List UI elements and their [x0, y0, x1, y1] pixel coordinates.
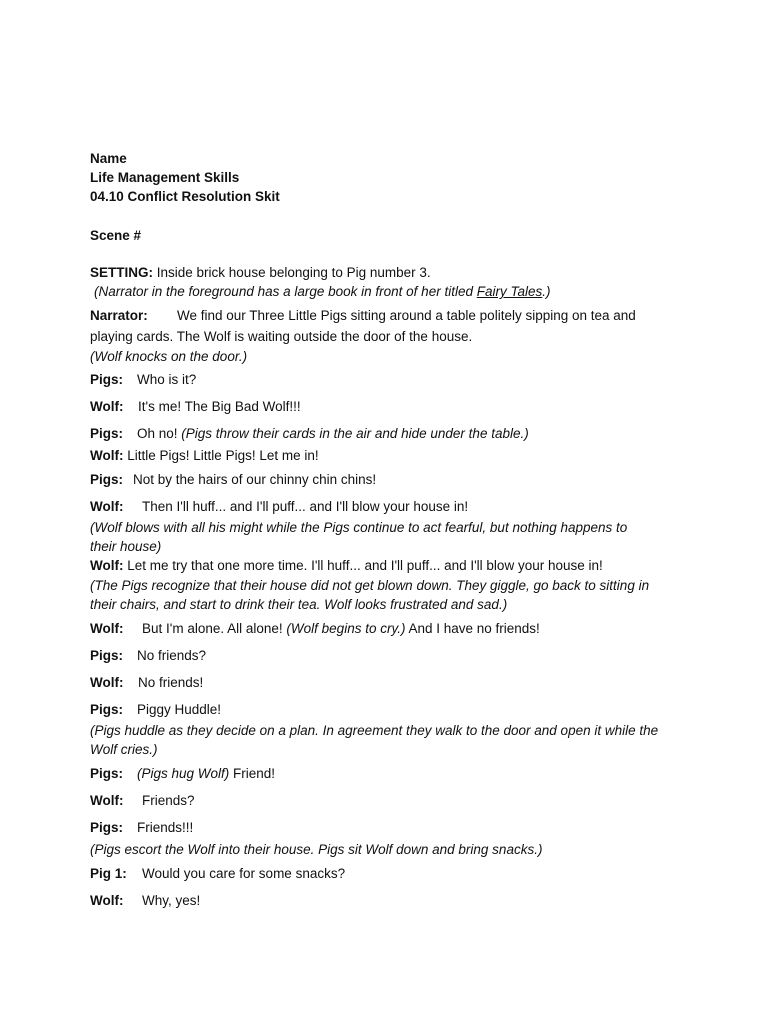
setting-line: [90, 264, 431, 282]
stage-direction-recognize-1: (The Pigs recognize that their house did not get blown down. They giggle, go back to sitting in: [90, 578, 650, 593]
narrator-text-2: playing cards. The Wolf is waiting outside the door of the house.: [90, 329, 473, 344]
dialogue-text: Piggy Huddle!: [137, 702, 222, 717]
speaker-label: Pigs:: [90, 820, 124, 835]
dialogue-line: [90, 792, 195, 810]
narrator-line: [90, 307, 636, 325]
speaker-label: Pig 1:: [90, 866, 127, 881]
book-title: Fairy Tales: [476, 284, 543, 299]
dialogue-text: No friends!: [138, 675, 204, 690]
stage-direction: (Pigs throw their cards in the air and hide under the table.): [181, 426, 529, 441]
assignment-title: 04.10 Conflict Resolution Skit: [90, 189, 280, 204]
scene-label: Scene #: [90, 228, 142, 243]
dialogue-line: [90, 620, 540, 638]
dialogue-line: [90, 647, 206, 665]
dialogue-text: Why, yes!: [142, 893, 201, 908]
student-name-label: Name: [90, 151, 127, 166]
speaker-label: Wolf:: [90, 675, 124, 690]
setting-note: [94, 283, 551, 301]
dialogue-line: [90, 371, 196, 389]
speaker-label: Wolf:: [90, 448, 124, 463]
speaker-label: Pigs:: [90, 372, 124, 387]
dialogue-text: No friends?: [137, 648, 207, 663]
stage-direction: (Pigs hug Wolf): [137, 766, 230, 781]
setting-note-pre: (Narrator in the foreground has a large book in front of her titled: [94, 284, 477, 299]
dialogue-line: [90, 557, 603, 575]
dialogue-text: But I'm alone. All alone!: [142, 621, 287, 636]
speaker-label: Pigs:: [90, 426, 124, 441]
dialogue-line: [90, 701, 221, 719]
dialogue-text: Who is it?: [137, 372, 197, 387]
speaker-label: Wolf:: [90, 893, 124, 908]
dialogue-line: [90, 398, 301, 416]
stage-direction-huddle-1: (Pigs huddle as they decide on a plan. In agreement they walk to the door and open it while the: [90, 723, 659, 738]
setting-note-post: .): [542, 284, 551, 299]
dialogue-text: Then I'll huff... and I'll puff... and I'll blow your house in!: [142, 499, 469, 514]
speaker-label: Pigs:: [90, 702, 124, 717]
narrator-label: Narrator:: [90, 308, 148, 323]
narrator-text-1: We find our Three Little Pigs sitting around a table politely sipping on tea and: [177, 308, 636, 323]
dialogue-text: Would you care for some snacks?: [142, 866, 346, 881]
setting-label: SETTING:: [90, 265, 153, 280]
speaker-label: Pigs:: [90, 766, 124, 781]
stage-direction-recognize-2: their chairs, and start to drink their tea. Wolf looks frustrated and sad.): [90, 597, 508, 612]
speaker-label: Wolf:: [90, 558, 124, 573]
speaker-label: Pigs:: [90, 648, 124, 663]
stage-direction-knock: (Wolf knocks on the door.): [90, 349, 248, 364]
dialogue-line: [90, 674, 203, 692]
speaker-label: Wolf:: [90, 499, 124, 514]
dialogue-line: [90, 892, 200, 910]
dialogue-line: [90, 765, 275, 783]
setting-text: Inside brick house belonging to Pig number 3.: [156, 265, 431, 280]
dialogue-text: Friends?: [142, 793, 195, 808]
dialogue-text: Friend!: [229, 766, 276, 781]
dialogue-line: [90, 819, 193, 837]
stage-direction-blow-2: their house): [90, 539, 162, 554]
speaker-label: Wolf:: [90, 621, 124, 636]
stage-direction: (Wolf begins to cry.): [286, 621, 406, 636]
stage-direction-blow-1: (Wolf blows with all his might while the Pigs continue to act fearful, but nothing happens to: [90, 520, 628, 535]
dialogue-text: Let me try that one more time. I'll huff... and I'll puff... and I'll blow your house in!: [127, 558, 603, 573]
course-title: Life Management Skills: [90, 170, 240, 185]
dialogue-text: Friends!!!: [137, 820, 194, 835]
dialogue-line: [90, 498, 468, 516]
speaker-label: Pigs:: [90, 472, 124, 487]
speaker-label: Wolf:: [90, 399, 124, 414]
stage-direction-huddle-2: Wolf cries.): [90, 742, 158, 757]
speaker-label: Wolf:: [90, 793, 124, 808]
dialogue-line: [90, 447, 319, 465]
dialogue-text: And I have no friends!: [405, 621, 540, 636]
dialogue-text: Oh no!: [137, 426, 182, 441]
dialogue-text: It's me! The Big Bad Wolf!!!: [138, 399, 301, 414]
dialogue-line: [90, 425, 529, 443]
dialogue-line: [90, 865, 345, 883]
dialogue-line: [90, 471, 376, 489]
dialogue-text: Not by the hairs of our chinny chin chins!: [133, 472, 377, 487]
dialogue-text: Little Pigs! Little Pigs! Let me in!: [127, 448, 319, 463]
stage-direction-escort: (Pigs escort the Wolf into their house. Pigs sit Wolf down and bring snacks.): [90, 842, 543, 857]
